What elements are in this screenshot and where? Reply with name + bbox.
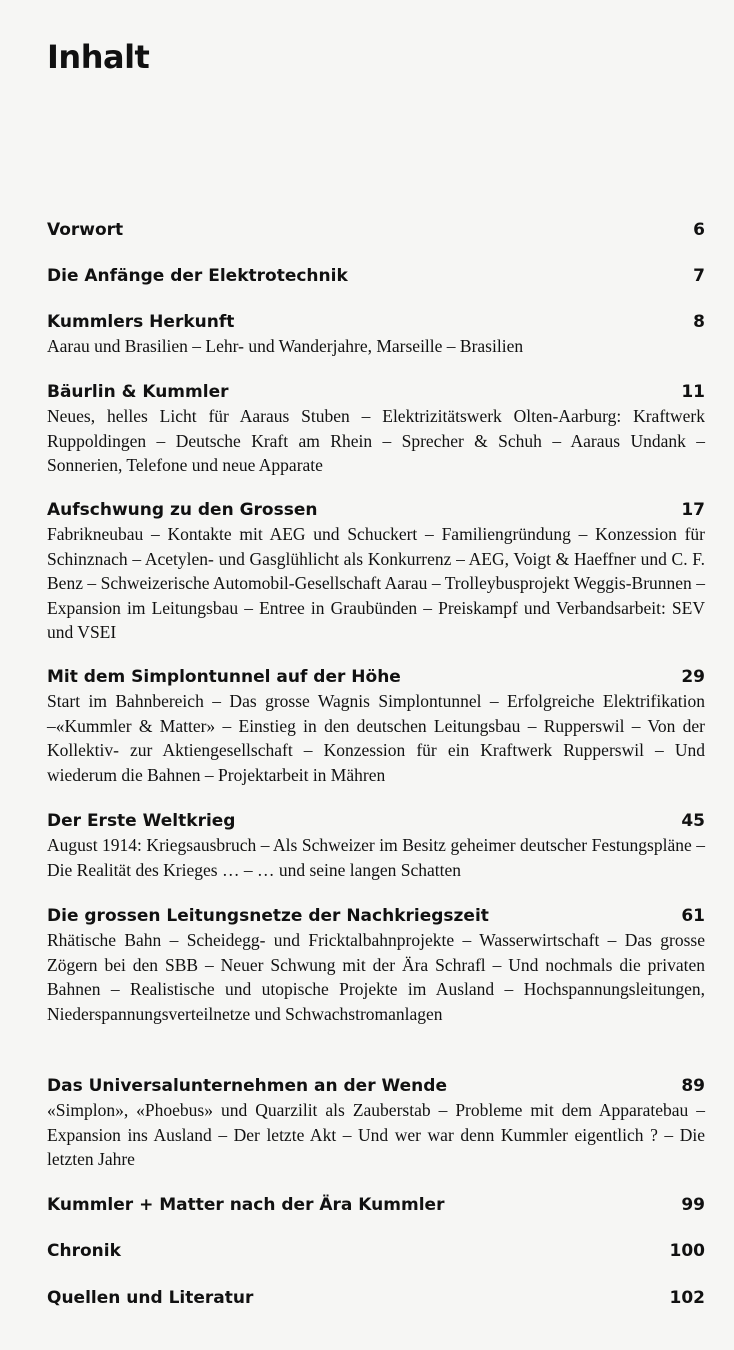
- toc-entry-title: Das Universalunternehmen an der Wende: [47, 1076, 447, 1096]
- toc-entry-heading: [47, 1286, 705, 1310]
- toc-entry-title: Bäurlin & Kummler: [47, 382, 229, 402]
- toc-entry-description: Start im Bahnbereich – Das grosse Wagnis Simplontunnel – Erfolgreiche Elektrifikation –«Kummler & Matter» – Einstieg in den deutschen Leitungsbau – Rupperswil – Von der Kollektiv- zur Aktiengesellschaft – Konzession für ein Kraftwerk Rupperswil – Und wiederum die Bahnen – Projektarbeit in Mähren: [47, 691, 705, 785]
- toc-entry-page: 45: [681, 811, 705, 831]
- toc-entry-description: Fabrikneubau – Kontakte mit AEG und Schuckert – Familiengründung – Konzession für Schinznach – Acetylen- und Gasglühlicht als Konkurrenz – AEG, Voigt & Haeffner und C. F. Benz – Schweizerische Automobil-Gesellschaft Aarau – Trolleybusprojekt Weggis-Brunnen – Expansion im Leitungsbau – Entree in Graubünden – Preiskampf und Verbandsarbeit: SEV und VSEI: [47, 524, 705, 642]
- toc-entry-heading: [47, 1193, 705, 1217]
- toc-entry: [47, 498, 705, 645]
- toc-entry-title: Der Erste Weltkrieg: [47, 811, 236, 831]
- toc-entry-page: 99: [681, 1195, 705, 1215]
- toc-entry-heading: [47, 498, 705, 522]
- toc-entry-page: 7: [693, 266, 705, 286]
- toc-entry-page: 29: [681, 667, 705, 687]
- toc-entry-page: 8: [693, 312, 705, 332]
- toc-entry: [47, 1286, 705, 1310]
- toc-entry: [47, 904, 705, 1026]
- toc-entry-page: 61: [681, 906, 705, 926]
- toc-entry-title: Chronik: [47, 1241, 121, 1261]
- toc-entry-title: Die grossen Leitungsnetze der Nachkriegszeit: [47, 906, 489, 926]
- toc-entry-heading: [47, 904, 705, 928]
- toc-entry: [47, 310, 705, 359]
- page-title: Inhalt: [47, 38, 150, 76]
- toc-entry-description: «Simplon», «Phoebus» und Quarzilit als Zauberstab – Probleme mit dem Apparatebau – Expansion ins Ausland – Der letzte Akt – Und wer war denn Kummler eigentlich ? – Die letzten Jahre: [47, 1100, 705, 1169]
- toc-entry: [47, 264, 705, 288]
- toc-entry-heading: [47, 1239, 705, 1263]
- toc-entry-title: Quellen und Literatur: [47, 1288, 254, 1308]
- toc-entry-heading: [47, 264, 705, 288]
- toc-entry-title: Mit dem Simplontunnel auf der Höhe: [47, 667, 401, 687]
- toc-entry: [47, 1074, 705, 1172]
- toc-entry-heading: [47, 665, 705, 689]
- toc-entry-description: Neues, helles Licht für Aaraus Stuben – Elektrizitätswerk Olten-Aarburg: Kraftwerk Ruppoldingen – Deutsche Kraft am Rhein – Sprecher & Schuh – Aaraus Undank – Sonnerien, Telefone und neue Apparate: [47, 406, 705, 475]
- toc-entry: [47, 1239, 705, 1263]
- toc-entry-title: Vorwort: [47, 220, 124, 240]
- toc-entry-title: Aufschwung zu den Grossen: [47, 500, 318, 520]
- toc-entry-heading: [47, 1074, 705, 1098]
- toc-entry-page: 100: [669, 1241, 705, 1261]
- toc-entry-heading: [47, 380, 705, 404]
- toc-entry-title: Die Anfänge der Elektrotechnik: [47, 266, 348, 286]
- toc-entry-description: Rhätische Bahn – Scheidegg- und Fricktalbahnprojekte – Wasserwirtschaft – Das grosse Zögern bei den SBB – Neuer Schwung mit der Ära Schrafl – Und nochmals die privaten Bahnen – Realistische und utopische Projekte im Ausland – Hochspannungsleitungen, Niederspannungsverteilnetze und Schwachstromanlagen: [47, 930, 705, 1024]
- toc-entry-heading: [47, 310, 705, 334]
- toc-entry-page: 17: [681, 500, 705, 520]
- toc-entry-description: August 1914: Kriegsausbruch – Als Schweizer im Besitz geheimer deutscher Festungspläne – Die Realität des Krieges … – … und seine langen Schatten: [47, 835, 705, 880]
- toc-entry-title: Kummlers Herkunft: [47, 312, 235, 332]
- toc-entry: [47, 665, 705, 787]
- toc-entry: [47, 218, 705, 242]
- toc-entry: [47, 809, 705, 882]
- toc-entry: [47, 1193, 705, 1217]
- toc-entry-page: 102: [669, 1288, 705, 1308]
- toc-entry-page: 89: [681, 1076, 705, 1096]
- toc-entry-title: Kummler + Matter nach der Ära Kummler: [47, 1195, 445, 1215]
- toc-entry-page: 11: [681, 382, 705, 402]
- toc-entry-heading: [47, 218, 705, 242]
- toc-entry-heading: [47, 809, 705, 833]
- toc-entry-page: 6: [693, 220, 705, 240]
- toc-entry-description: Aarau und Brasilien – Lehr- und Wanderjahre, Marseille – Brasilien: [47, 336, 524, 356]
- toc-entry: [47, 380, 705, 478]
